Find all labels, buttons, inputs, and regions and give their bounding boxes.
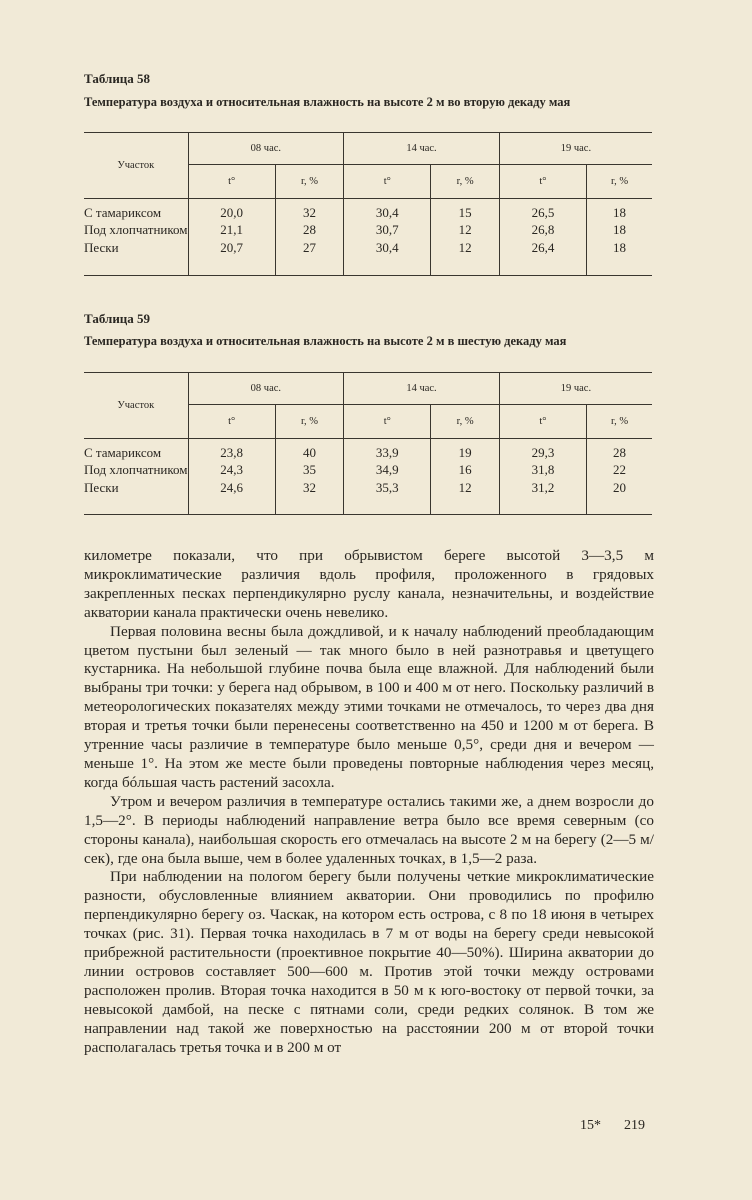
row-label: Под хлопчатником — [84, 222, 188, 237]
paragraph: При наблюдении на пологом берегу были получены четкие микроклиматические разности, обусловленные влиянием акватории. Они проводились по профилю перпендикулярно берегу оз. Часкак, на котором есть острова, с 8 по 18 июня в четырех точках (рис. 31). Первая точка находилась в 7 м от воды на берегу среди невысокой прибрежной растительности (проективное покрытие 40—50%). Ширина акватории до линии островов составляет 500—600 м. Против этой точки между островами расположен пролив. Вторая точка находится в 50 м к юго-востоку от первой точки, за невысокой дамбой, на песке с пятнами соли, среди редких солянок. В том же направлении над такой же поверхностью на расстоянии 200 м от второй точки располагалась третья точка и в 200 м от — [84, 868, 654, 1056]
table-59-sub-r: r, % — [431, 405, 499, 439]
row-label: Под хлопчатником — [84, 462, 188, 477]
cell: 27 — [275, 240, 343, 276]
cell: 24,3 — [188, 461, 275, 480]
page-number: 219 — [624, 1118, 645, 1133]
table-58-row-header: Участок — [84, 133, 188, 199]
cell: 29,3 — [499, 439, 586, 461]
cell: 12 — [431, 221, 499, 240]
table-59-title: Температура воздуха и относительная влажность на высоте 2 м в шестую декаду мая — [84, 334, 567, 348]
cell: 20,0 — [188, 199, 275, 221]
table-58-caption: Таблица 58 — [84, 71, 151, 86]
cell: 28 — [275, 221, 343, 240]
cell: 18 — [587, 221, 652, 240]
cell: 26,4 — [499, 240, 586, 276]
table-58-time-08: 08 час. — [188, 133, 344, 165]
cell: 18 — [587, 199, 652, 221]
cell: 12 — [431, 480, 499, 515]
cell: 24,6 — [188, 480, 275, 515]
table-58-sub-r: r, % — [431, 165, 499, 199]
paragraph: Утром и вечером различия в температуре остались такими же, а днем возросли до 1,5—2°. В периоды наблюдений направление ветра было все время северным (со стороны канала), наибольшая скорость его отмечалась на высоте 2 м на берегу (2—5 м/сек), где она была выше, чем в более удаленных точках, в 1,5—2 раза. — [84, 792, 654, 867]
cell: 31,2 — [499, 480, 586, 515]
table-58 — [84, 132, 652, 276]
table-row — [84, 461, 652, 480]
cell: 35,3 — [344, 480, 431, 515]
cell: 40 — [275, 439, 343, 461]
table-row — [84, 199, 652, 221]
cell: 34,9 — [344, 461, 431, 480]
row-label: Пески — [84, 239, 119, 255]
row-label: С тамариксом — [84, 444, 162, 460]
cell: 30,7 — [344, 221, 431, 240]
table-58-time-19: 19 час. — [499, 133, 652, 165]
table-58-time-14: 14 час. — [344, 133, 500, 165]
row-label: С тамариксом — [84, 204, 162, 220]
table-59-sub-r: r, % — [275, 405, 343, 439]
cell: 22 — [587, 461, 652, 480]
table-59-sub-t: t° — [188, 405, 275, 439]
table-58-sub-t: t° — [188, 165, 275, 199]
paragraph: километре показали, что при обрывистом береге высотой 3—3,5 м микроклиматические различия вдоль профиля, проложенного в грядовых закрепленных песках перпендикулярно руслу канала, незначительны, и воздействие акватории канала практически очень невелико. — [84, 547, 654, 621]
table-59-sub-t: t° — [344, 405, 431, 439]
cell: 15 — [431, 199, 499, 221]
table-58-sub-t: t° — [499, 165, 586, 199]
table-58-sub-t: t° — [344, 165, 431, 199]
table-59-time-19: 19 час. — [499, 373, 652, 405]
cell: 32 — [275, 480, 343, 515]
table-row — [84, 439, 652, 461]
cell: 20 — [587, 480, 652, 515]
cell: 35 — [275, 461, 343, 480]
cell: 26,5 — [499, 199, 586, 221]
table-59-sub-r: r, % — [587, 405, 652, 439]
table-row — [84, 480, 652, 515]
table-59-time-08: 08 час. — [188, 373, 344, 405]
cell: 28 — [587, 439, 652, 461]
cell: 12 — [431, 240, 499, 276]
table-58-sub-r: r, % — [587, 165, 652, 199]
cell: 31,8 — [499, 461, 586, 480]
cell: 32 — [275, 199, 343, 221]
table-59-row-header: Участок — [84, 373, 188, 439]
table-58-title: Температура воздуха и относительная влажность на высоте 2 м во вторую декаду мая — [84, 95, 571, 109]
table-row — [84, 221, 652, 240]
table-59-time-14: 14 час. — [344, 373, 500, 405]
table-59-caption: Таблица 59 — [84, 311, 151, 326]
signature-mark: 15* — [580, 1118, 601, 1133]
cell: 19 — [431, 439, 499, 461]
cell: 26,8 — [499, 221, 586, 240]
cell: 30,4 — [344, 199, 431, 221]
table-row — [84, 240, 652, 276]
cell: 23,8 — [188, 439, 275, 461]
table-59 — [84, 372, 652, 515]
row-label: Пески — [84, 479, 119, 495]
body-text — [84, 547, 654, 1057]
table-58-sub-r: r, % — [275, 165, 343, 199]
cell: 30,4 — [344, 240, 431, 276]
cell: 33,9 — [344, 439, 431, 461]
table-59-sub-t: t° — [499, 405, 586, 439]
paragraph: Первая половина весны была дождливой, и к началу наблюдений преобладающим цветом пустыни был зеленый — так много было в ней разнотравья и цветущего кустарника. На небольшой глубине почва была еще влажной. Для наблюдений были выбраны три точки: у берега над обрывом, в 100 и 400 м от него. Поскольку различий в метеорологических показателях между этими точками не отмечалось, то через два дня вторая и третья точки были перенесены соответственно на 450 и 1200 м от берега. В утренние часы различие в температуре было меньше 0,5°, среди дня и вечером — меньше 1°. На этом же месте были проведены повторные наблюдения через месяц, когда бóльшая часть растений засохла. — [84, 622, 654, 791]
cell: 18 — [587, 240, 652, 276]
cell: 20,7 — [188, 240, 275, 276]
cell: 21,1 — [188, 221, 275, 240]
cell: 16 — [431, 461, 499, 480]
